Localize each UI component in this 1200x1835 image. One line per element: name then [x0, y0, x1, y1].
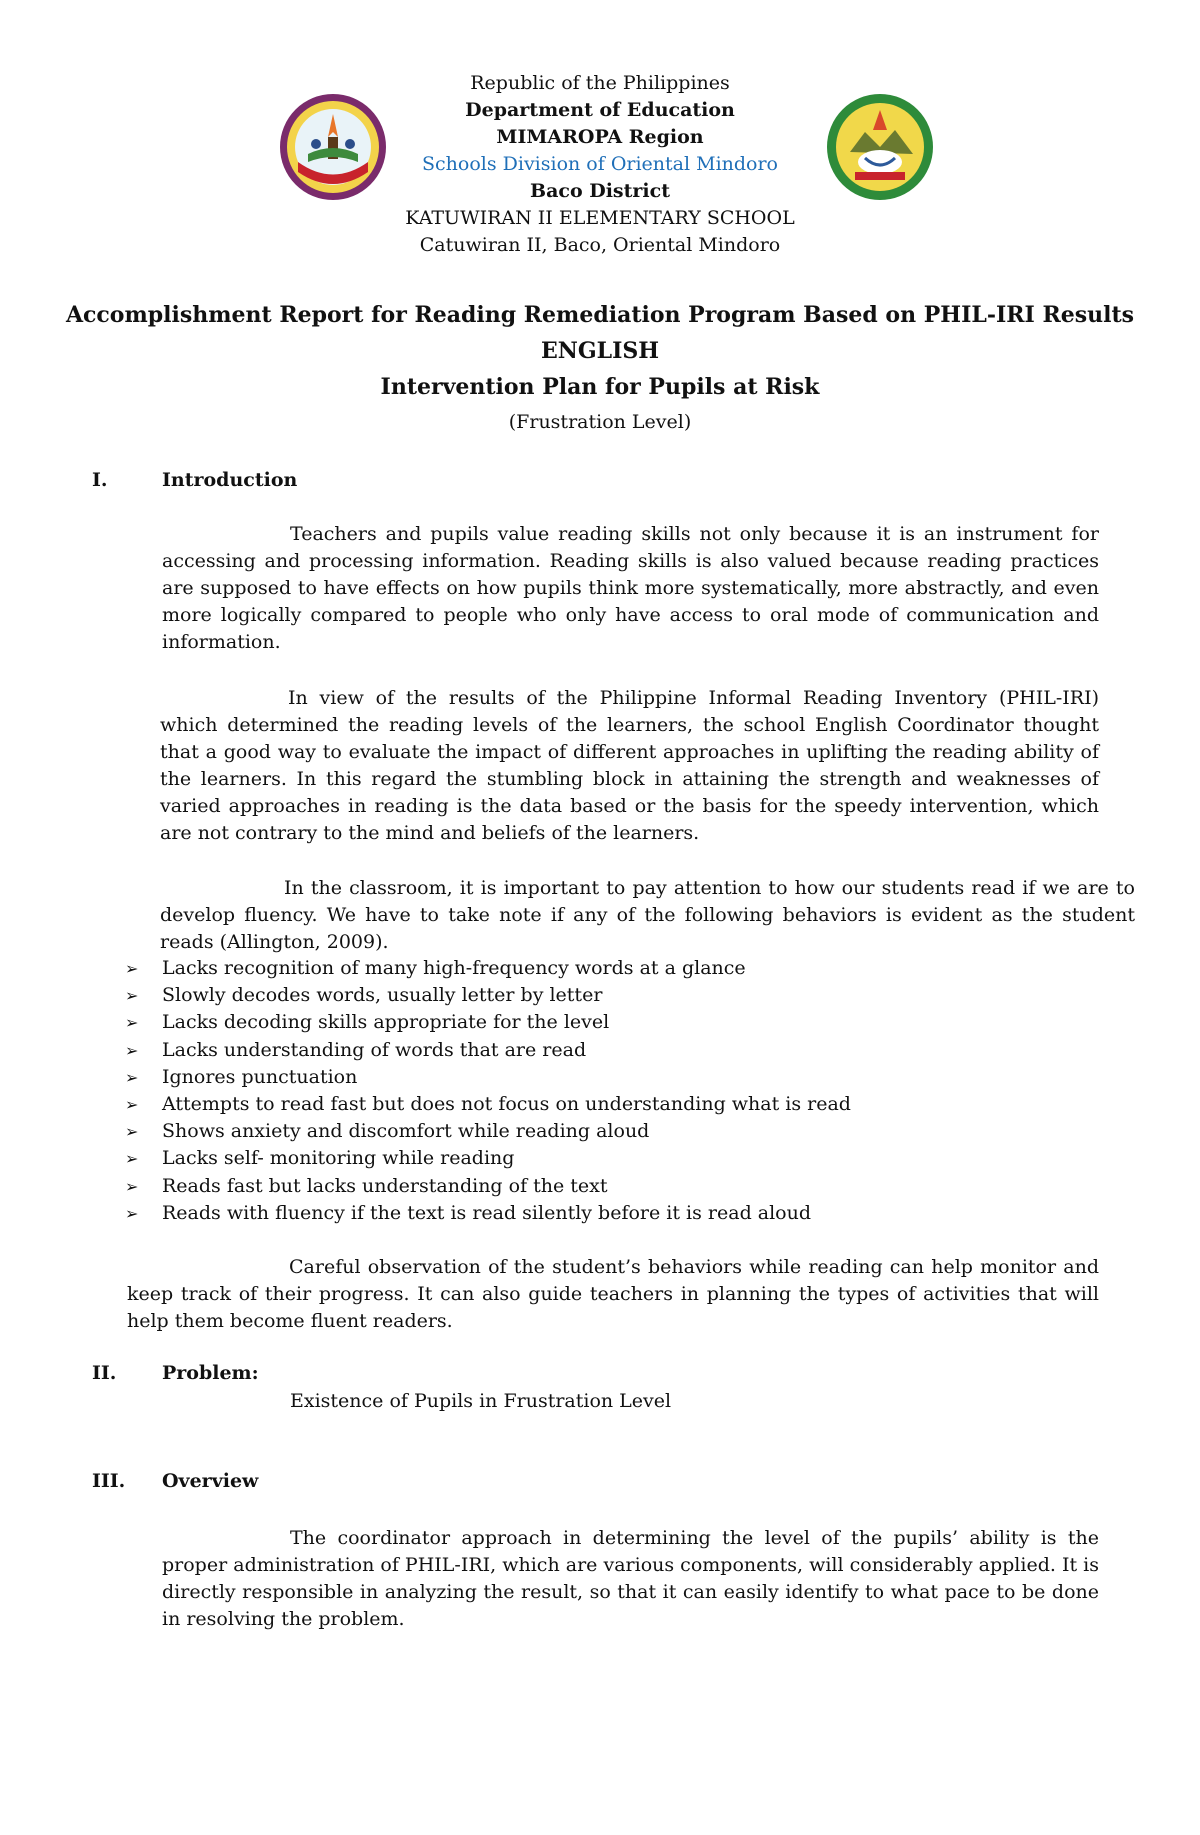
behavior-list-item: ➢ Attempts to read fast but does not focus on understanding what is read — [125, 1091, 851, 1118]
arrow-bullet-icon: ➢ — [125, 986, 139, 1006]
intro-paragraph-2: In view of the results of the Philippine Informal Reading Inventory (PHIL-IRI) which determined the reading levels of the learners, the school English Coordinator thought that a good way to evaluate the impact of different approaches in uplifting the reading ability of the learners. In this regard the stumbling block in attaining the strength and weaknesses of varied approaches in reading is the data based or the basis for the speedy intervention, which are not contrary to the mind and beliefs of the learners. — [160, 687, 1099, 844]
arrow-bullet-icon: ➢ — [125, 1095, 139, 1115]
arrow-bullet-icon: ➢ — [125, 1067, 139, 1087]
intro-paragraph-3: In the classroom, it is important to pay attention to how our students read if we are to develop fluency. We have to take note if any of the following behaviors is evident as the student reads (Allington, 2009). — [160, 877, 1135, 953]
behavior-list-item: ➢ Lacks recognition of many high-frequency words at a glance — [125, 955, 851, 982]
behavior-list-item: ➢ Shows anxiety and discomfort while reading aloud — [125, 1118, 851, 1145]
section-problem-heading — [0, 1362, 1200, 1390]
behavior-list-item: ➢ Reads with fluency if the text is read silently before it is read aloud — [125, 1200, 851, 1227]
behavior-list-item: ➢ Lacks understanding of words that are read — [125, 1037, 851, 1064]
plan-title: Intervention Plan for Pupils at Risk — [380, 374, 820, 400]
section-number: III. — [92, 1470, 126, 1492]
letterhead — [0, 70, 1200, 259]
arrow-bullet-icon: ➢ — [125, 1203, 139, 1223]
region-line: MIMAROPA Region — [496, 126, 704, 148]
level-subtitle: (Frustration Level) — [508, 411, 692, 433]
arrow-bullet-icon: ➢ — [125, 1040, 139, 1060]
problem-statement: Existence of Pupils in Frustration Level — [290, 1390, 672, 1412]
behavior-list-item: ➢ Ignores punctuation — [125, 1064, 851, 1091]
behavior-list-item: ➢ Slowly decodes words, usually letter by letter — [125, 982, 851, 1009]
division-line: Schools Division of Oriental Mindoro — [422, 153, 778, 175]
arrow-bullet-icon: ➢ — [125, 1176, 139, 1196]
behavior-list-item: ➢ Lacks decoding skills appropriate for the level — [125, 1009, 851, 1036]
district-line: Baco District — [530, 180, 670, 202]
section-title: Overview — [162, 1470, 259, 1492]
section-title: Introduction — [162, 469, 298, 491]
report-titles — [0, 297, 1200, 439]
department-line: Department of Education — [465, 99, 735, 121]
section-overview-heading — [0, 1470, 1200, 1498]
arrow-bullet-icon: ➢ — [125, 1122, 139, 1142]
school-address-line: Catuwiran II, Baco, Oriental Mindoro — [419, 234, 781, 256]
intro-paragraph-4: Careful observation of the student’s behaviors while reading can help monitor and keep track of their progress. It can also guide teachers in planning the types of activities that will help them become fluent readers. — [127, 1256, 1099, 1332]
section-number: II. — [92, 1362, 117, 1384]
arrow-bullet-icon: ➢ — [125, 959, 139, 978]
behavior-list-item: ➢ Lacks self- monitoring while reading — [125, 1145, 851, 1172]
arrow-bullet-icon: ➢ — [125, 1149, 139, 1169]
school-name-line: KATUWIRAN II ELEMENTARY SCHOOL — [405, 207, 795, 229]
behavior-list-item: ➢ Reads fast but lacks understanding of the text — [125, 1173, 851, 1200]
subject-title: ENGLISH — [540, 338, 660, 364]
report-title: Accomplishment Report for Reading Remediation Program Based on PHIL-IRI Results — [65, 302, 1135, 328]
intro-paragraph-1: Teachers and pupils value reading skills not only because it is an instrument for accessing and processing information. Reading skills is also valued because reading practices are supposed to have effects on how pupils think more systematically, more abstractly, and even more logically compared to people who only have access to oral mode of communication and information. — [162, 523, 1099, 653]
overview-paragraph: The coordinator approach in determining the level of the pupils’ ability is the proper administration of PHIL-IRI, which are various components, will considerably applied. It is directly responsible in analyzing the result, so that it can easily identify to what pace to be done in resolving the problem. — [162, 1527, 1099, 1630]
arrow-bullet-icon: ➢ — [125, 1013, 139, 1033]
section-introduction-heading — [0, 469, 1200, 497]
section-title: Problem: — [162, 1362, 259, 1384]
republic-line: Republic of the Philippines — [470, 72, 730, 94]
behavior-list — [125, 955, 851, 1227]
section-number: I. — [92, 469, 108, 491]
